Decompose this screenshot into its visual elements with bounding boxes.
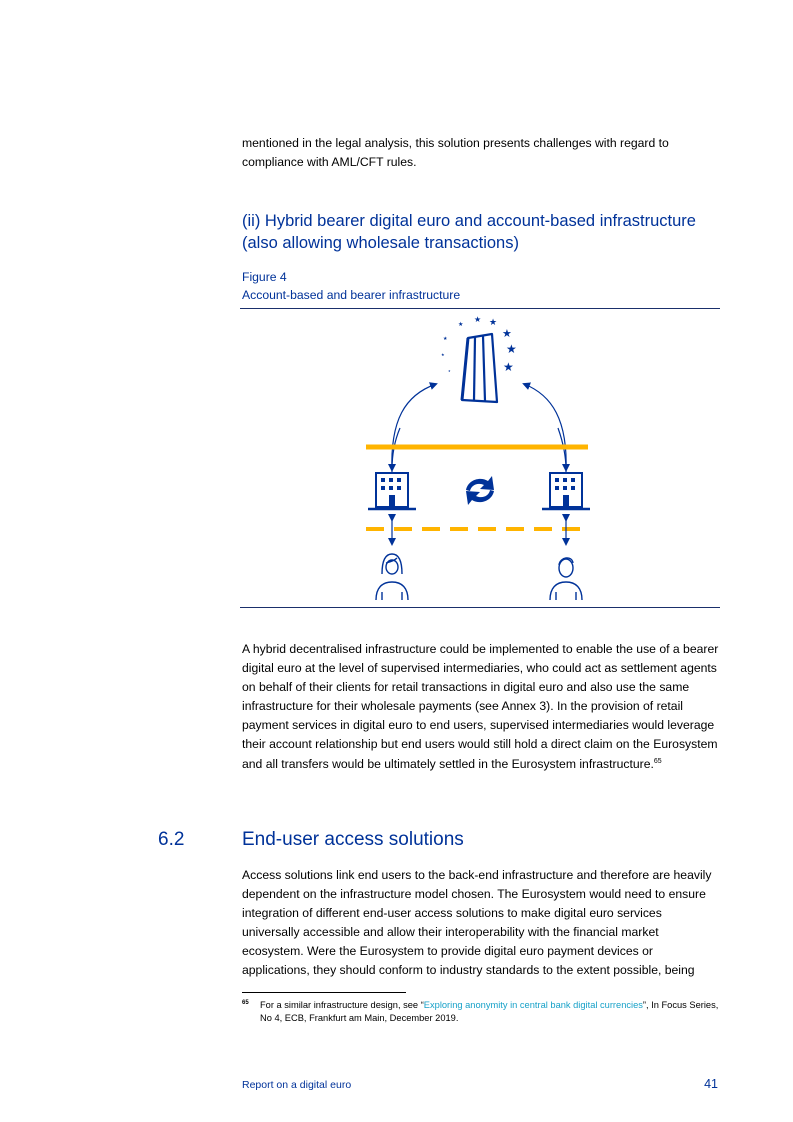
- man-user-icon: [550, 558, 582, 600]
- hybrid-infrastructure-paragraph: [242, 640, 722, 774]
- footnote-body: [260, 999, 724, 1025]
- star-icon: ★: [441, 352, 445, 357]
- footnote-reference[interactable]: 65: [653, 757, 662, 765]
- footnote-prefix: For a similar infrastructure design, see “: [260, 1000, 424, 1010]
- infrastructure-diagram: [240, 310, 720, 608]
- woman-user-icon: [376, 554, 408, 600]
- intro-paragraph: mentioned in the legal analysis, this solution presents challenges with regard to compliance with AML/CFT rules.: [242, 136, 669, 170]
- bank-building-icon: [368, 473, 416, 509]
- bank-building-icon: [542, 473, 590, 509]
- access-solutions-paragraph: Access solutions link end users to the back-end infrastructure and therefore are heavily dependent on the infrastructure model chosen. The Eurosystem would need to ensure integration of different end-user access solutions to make digital euro services universally accessible and allow their interoperability with the financial market ecosystem. Were the Eurosystem to provide digital euro payment devices or applications, they should conform to industry standards to the extent possible, being: [242, 868, 712, 978]
- footnote: [242, 999, 724, 1025]
- figure-top-rule: [240, 308, 720, 309]
- page-number: 41: [704, 1077, 718, 1091]
- footnote-suffix: ”, In Focus Series, No 4, ECB, Frankfurt am Main, December 2019.: [260, 1000, 719, 1023]
- subsection-heading: (ii) Hybrid bearer digital euro and account-based infrastructure (also allowing wholesale transactions): [242, 212, 696, 252]
- right-bank-to-central-arrow: [524, 384, 566, 472]
- star-icon: ★: [503, 360, 514, 374]
- central-bank-building-icon: [462, 334, 497, 402]
- star-icon: ★: [489, 318, 498, 328]
- star-icon: ★: [506, 342, 517, 356]
- figure-bottom-rule: [240, 607, 720, 608]
- star-icon: ★: [502, 327, 512, 340]
- star-icon: ★: [458, 321, 464, 328]
- paragraph-text: A hybrid decentralised infrastructure could be implemented to enable the use of a bearer digital euro at the level of supervised intermediaries, who could act as settlement agents on behalf of their clients for retail transactions in digital euro and also use the same infrastructure for their wholesale payments (see Annex 3). In the provision of retail payment services in digital euro to end users, supervised intermediaries would leverage their account relationship but end users would still hold a direct claim on the Eurosystem and all transfers would be ultimately settled in the Eurosystem infrastructure.: [242, 642, 719, 771]
- exchange-arrows-icon: [466, 476, 494, 505]
- footer-title: Report on a digital euro: [242, 1079, 352, 1091]
- left-bank-to-central-arrow: [392, 384, 436, 472]
- figure-label: Figure 4: [242, 270, 287, 284]
- footnote-separator: [242, 992, 406, 993]
- section-number: 6.2: [158, 829, 185, 850]
- footnote-link[interactable]: Exploring anonymity in central bank digital currencies: [423, 1000, 643, 1010]
- footnote-number: 65: [242, 1000, 249, 1006]
- figure-caption: Account-based and bearer infrastructure: [242, 288, 461, 302]
- star-icon: ★: [448, 369, 451, 373]
- star-icon: ★: [443, 336, 448, 342]
- star-icon: ★: [474, 315, 482, 324]
- section-title: End-user access solutions: [242, 829, 464, 850]
